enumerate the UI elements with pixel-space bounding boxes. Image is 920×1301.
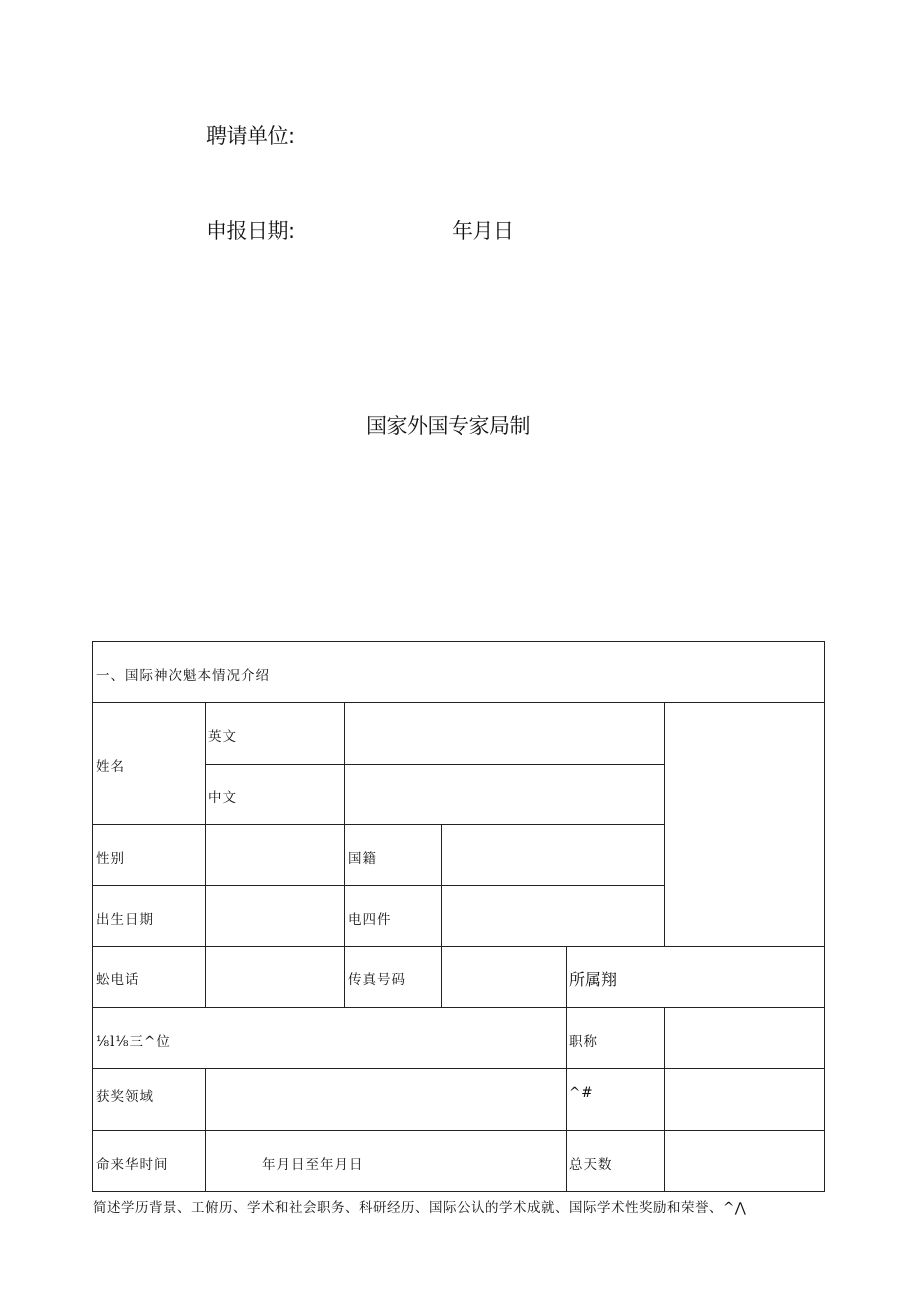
birth-date-label: 出生日期: [96, 912, 154, 928]
award-field-label: 获奖领域: [96, 1089, 154, 1105]
specialty-label: ^#: [569, 1085, 594, 1101]
authority-title: 国家外国专家局制: [366, 414, 530, 438]
name-label: 姓名: [96, 759, 125, 775]
visit-time-value: 年月日至年月日: [262, 1157, 364, 1173]
email-label: 电四件: [348, 912, 392, 928]
employer-unit-label: ⅛l⅛三^位: [96, 1034, 171, 1050]
visit-time-label: 命来华时间: [96, 1157, 169, 1173]
date-suffix: 年月日: [452, 219, 514, 243]
chinese-name-label: 中文: [208, 790, 237, 806]
gender-label: 性别: [96, 851, 125, 867]
employer-label: 聘请单位:: [206, 124, 295, 148]
section-title: 一、国际神次魁本情况介绍: [96, 668, 270, 684]
english-name-label: 英文: [208, 729, 237, 745]
nationality-label: 国籍: [348, 851, 377, 867]
fax-label: 传真号码: [348, 972, 406, 988]
phone-label: 蚣电话: [96, 972, 140, 988]
total-days-label: 总天数: [569, 1157, 613, 1173]
footer-note: 简述学历背景、工俯历、学术和社会职务、科研经历、国际公认的学术成就、国际学术性奖励和荣誉、^⋀: [93, 1200, 747, 1216]
date-label: 申报日期:: [206, 219, 295, 243]
affiliation-label: 所属翔: [569, 970, 618, 989]
title-label: 职称: [569, 1034, 598, 1050]
